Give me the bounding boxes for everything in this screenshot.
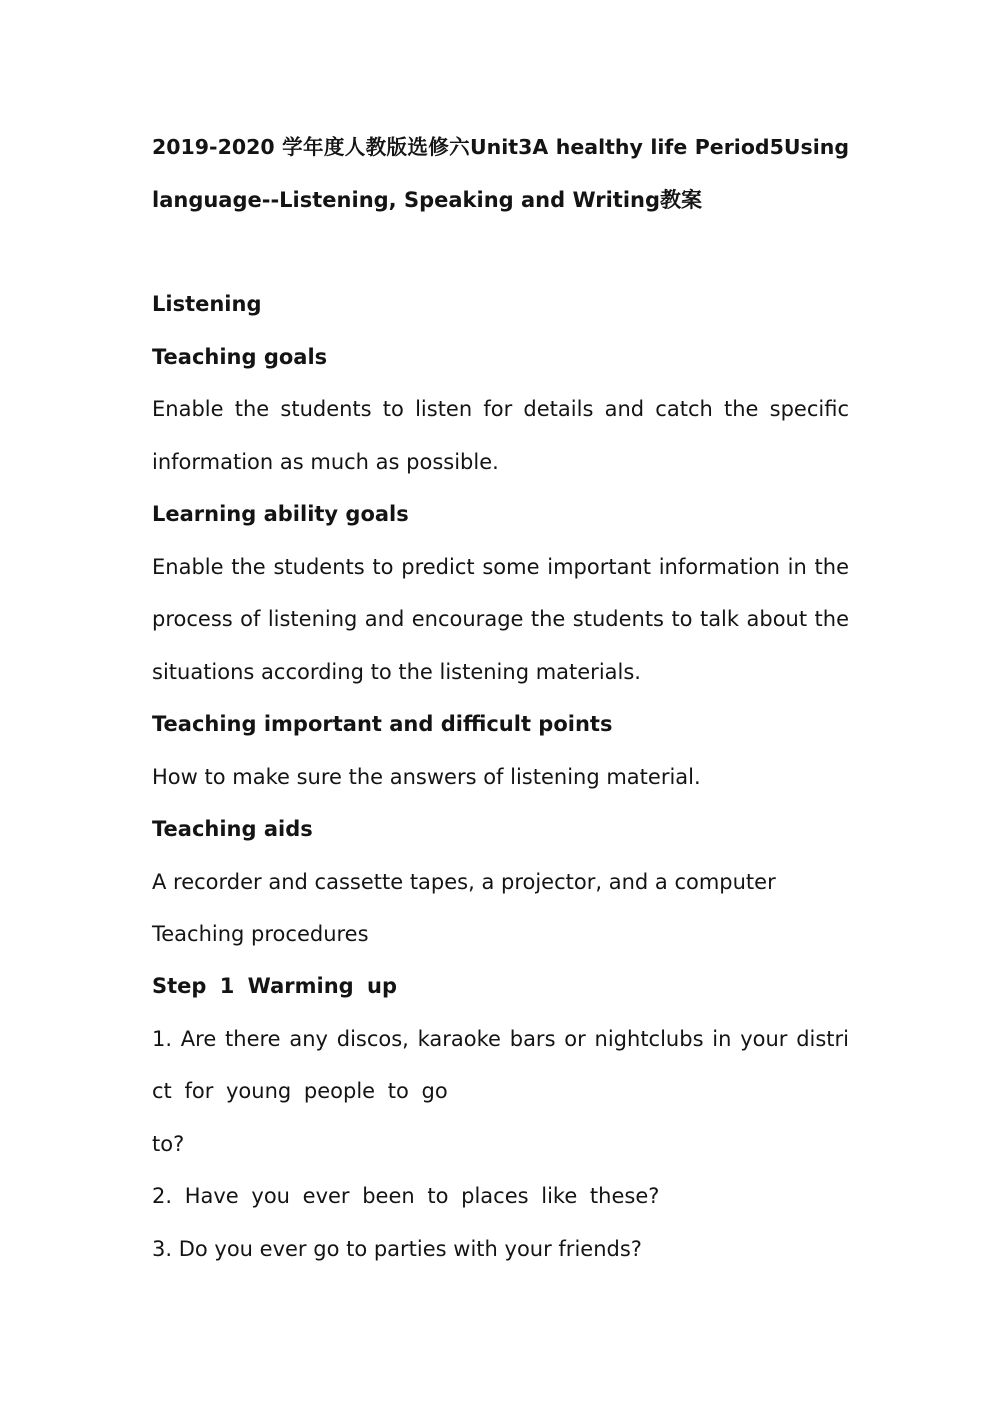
important-points-text: How to make sure the answers of listening material. xyxy=(152,765,701,789)
title-line-1: 2019-2020 学年度人教版选修六Unit3A healthy life Period5Using xyxy=(152,135,849,159)
teaching-procedures: Teaching procedures xyxy=(152,922,369,946)
learning-goals-line-3: situations according to the listening materials. xyxy=(152,660,641,684)
question-1-line-1: 1. Are there any discos, karaoke bars or nightclubs in your distri xyxy=(152,1027,849,1051)
question-2: 2. Have you ever been to places like these? xyxy=(152,1184,660,1208)
heading-teaching-aids: Teaching aids xyxy=(152,817,313,841)
heading-important-points: Teaching important and difficult points xyxy=(152,712,613,736)
question-1-line-3: to? xyxy=(152,1132,185,1156)
question-1-line-2: ct for young people to go xyxy=(152,1079,448,1103)
teaching-aids-text: A recorder and cassette tapes, a projector, and a computer xyxy=(152,870,776,894)
teaching-goals-line-2: information as much as possible. xyxy=(152,450,499,474)
heading-teaching-goals: Teaching goals xyxy=(152,345,328,369)
section-heading-listening: Listening xyxy=(152,292,262,316)
heading-learning-ability-goals: Learning ability goals xyxy=(152,502,409,526)
step-1-heading: Step 1 Warming up xyxy=(152,974,397,998)
teaching-goals-line-1: Enable the students to listen for details and catch the specific xyxy=(152,397,849,421)
learning-goals-line-1: Enable the students to predict some important information in the xyxy=(152,555,849,579)
learning-goals-line-2: process of listening and encourage the students to talk about the xyxy=(152,607,849,631)
title-line-2: language--Listening, Speaking and Writing教案 xyxy=(152,188,703,212)
question-3: 3. Do you ever go to parties with your friends? xyxy=(152,1237,642,1261)
